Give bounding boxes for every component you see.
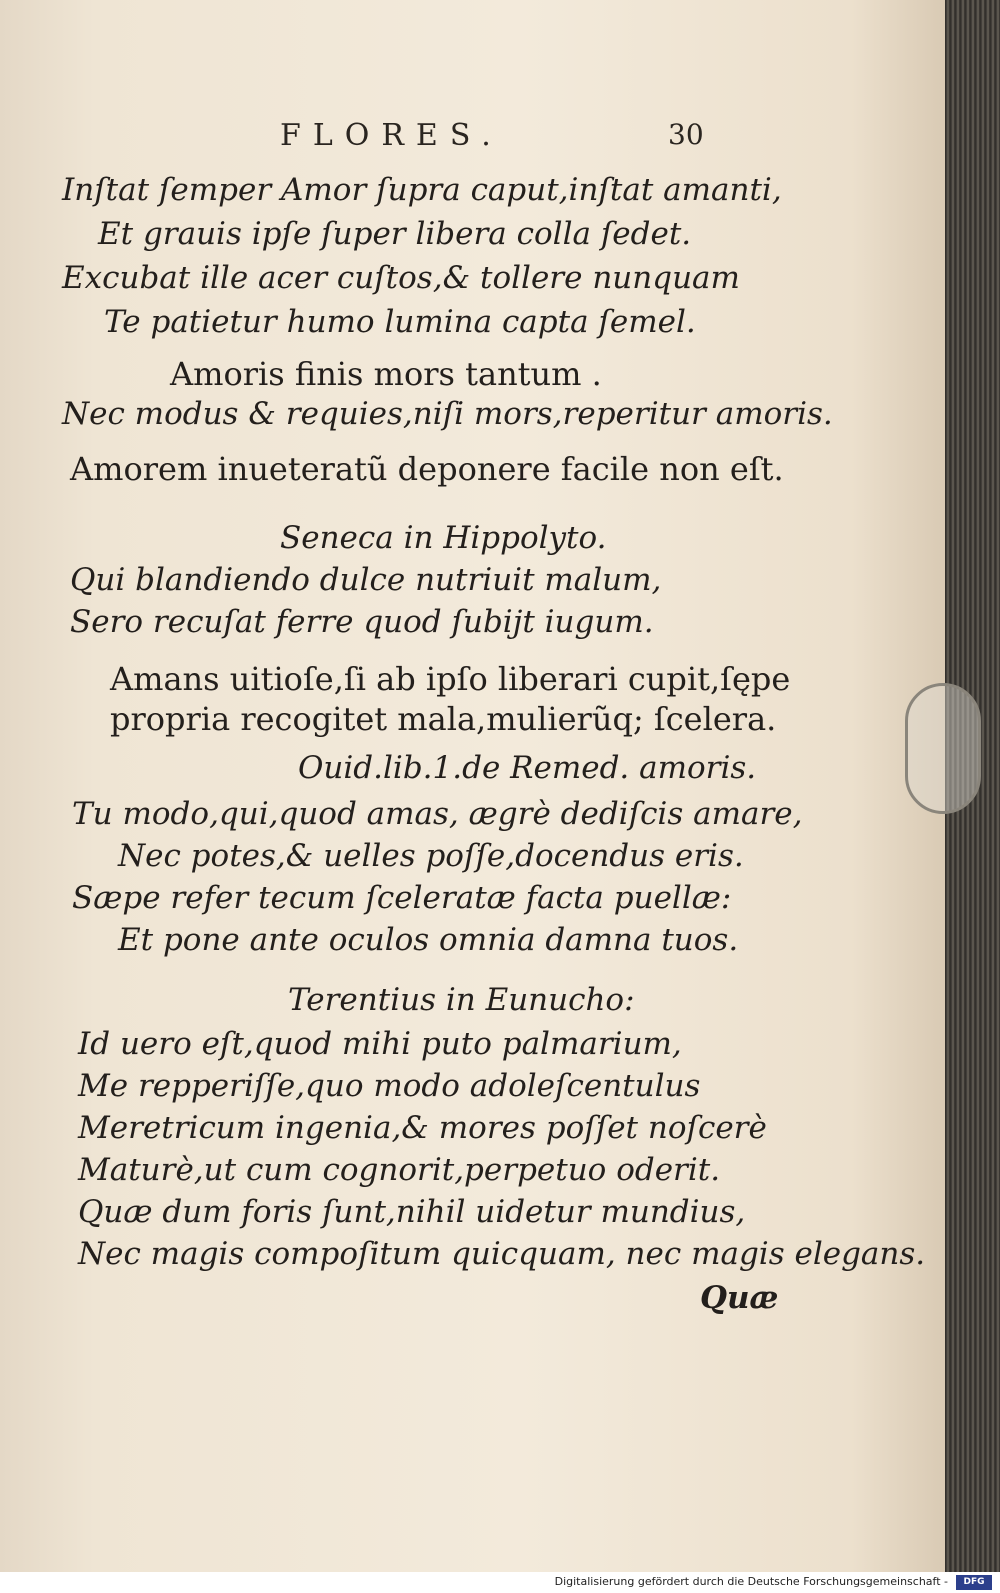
text-line: Qui blandiendo dulce nutriuit malum, bbox=[70, 562, 662, 598]
catchword: Quæ bbox=[700, 1280, 779, 1316]
page-clip bbox=[905, 683, 981, 814]
text-line: Id uero eſt,quod mihi puto palmarium, bbox=[78, 1026, 682, 1062]
section-heading: Amans uitioſe,ſi ab ipſo liberari cupit,ſępe bbox=[110, 660, 791, 698]
text-line: Tu modo,qui,quod amas, ægrè dediſcis amare, bbox=[72, 796, 803, 832]
source-attribution: Seneca in Hippolyto. bbox=[280, 520, 607, 556]
text-line: Et pone ante oculos omnia damna tuos. bbox=[118, 922, 739, 958]
source-attribution: Terentius in Eunucho: bbox=[288, 982, 635, 1018]
section-heading: propria recogitet mala,mulierũq; ſcelera. bbox=[110, 700, 777, 738]
source-attribution: Ouid.lib.1.de Remed. amoris. bbox=[298, 750, 757, 786]
section-heading: Amorem inueteratũ deponere facile non eſt. bbox=[70, 450, 784, 488]
text-line: Sero recuſat ferre quod ſubijt iugum. bbox=[70, 604, 654, 640]
folio-number: 30 bbox=[668, 118, 704, 151]
text-line: Meretricum ingenia,& mores poſſet noſcerè bbox=[78, 1110, 767, 1146]
footer-bar bbox=[0, 1572, 1000, 1593]
text-line: Te patietur humo lumina capta ſemel. bbox=[104, 304, 696, 340]
dfg-logo: DFG bbox=[956, 1575, 992, 1590]
text-line: Maturè,ut cum cognorit,perpetuo oderit. bbox=[78, 1152, 721, 1188]
text-line: Et grauis ipſe ſuper libera colla ſedet. bbox=[98, 216, 692, 252]
text-line: Nec modus & requies,niſi mors,reperitur amoris. bbox=[62, 396, 833, 432]
text-line: Excubat ille acer cuſtos,& tollere nunquam bbox=[62, 260, 740, 296]
text-line: Nec potes,& uelles poſſe,docendus eris. bbox=[118, 838, 744, 874]
text-line: Nec magis compoſitum quicquam, nec magis elegans. bbox=[78, 1236, 926, 1272]
text-line: Me repperiſſe,quo modo adoleſcentulus bbox=[78, 1068, 701, 1104]
running-header: FLORES. bbox=[280, 118, 503, 153]
text-line: Inſtat ſemper Amor ſupra caput,inſtat amanti, bbox=[62, 172, 782, 208]
footer-credit: Digitalisierung gefördert durch die Deutsche Forschungsgemeinschaft - bbox=[554, 1575, 948, 1588]
section-heading: Amoris finis mors tantum . bbox=[170, 355, 602, 393]
text-line: Quæ dum foris ſunt,nihil uidetur mundius, bbox=[78, 1194, 746, 1230]
text-line: Sæpe refer tecum ſceleratæ facta puellæ: bbox=[72, 880, 732, 916]
